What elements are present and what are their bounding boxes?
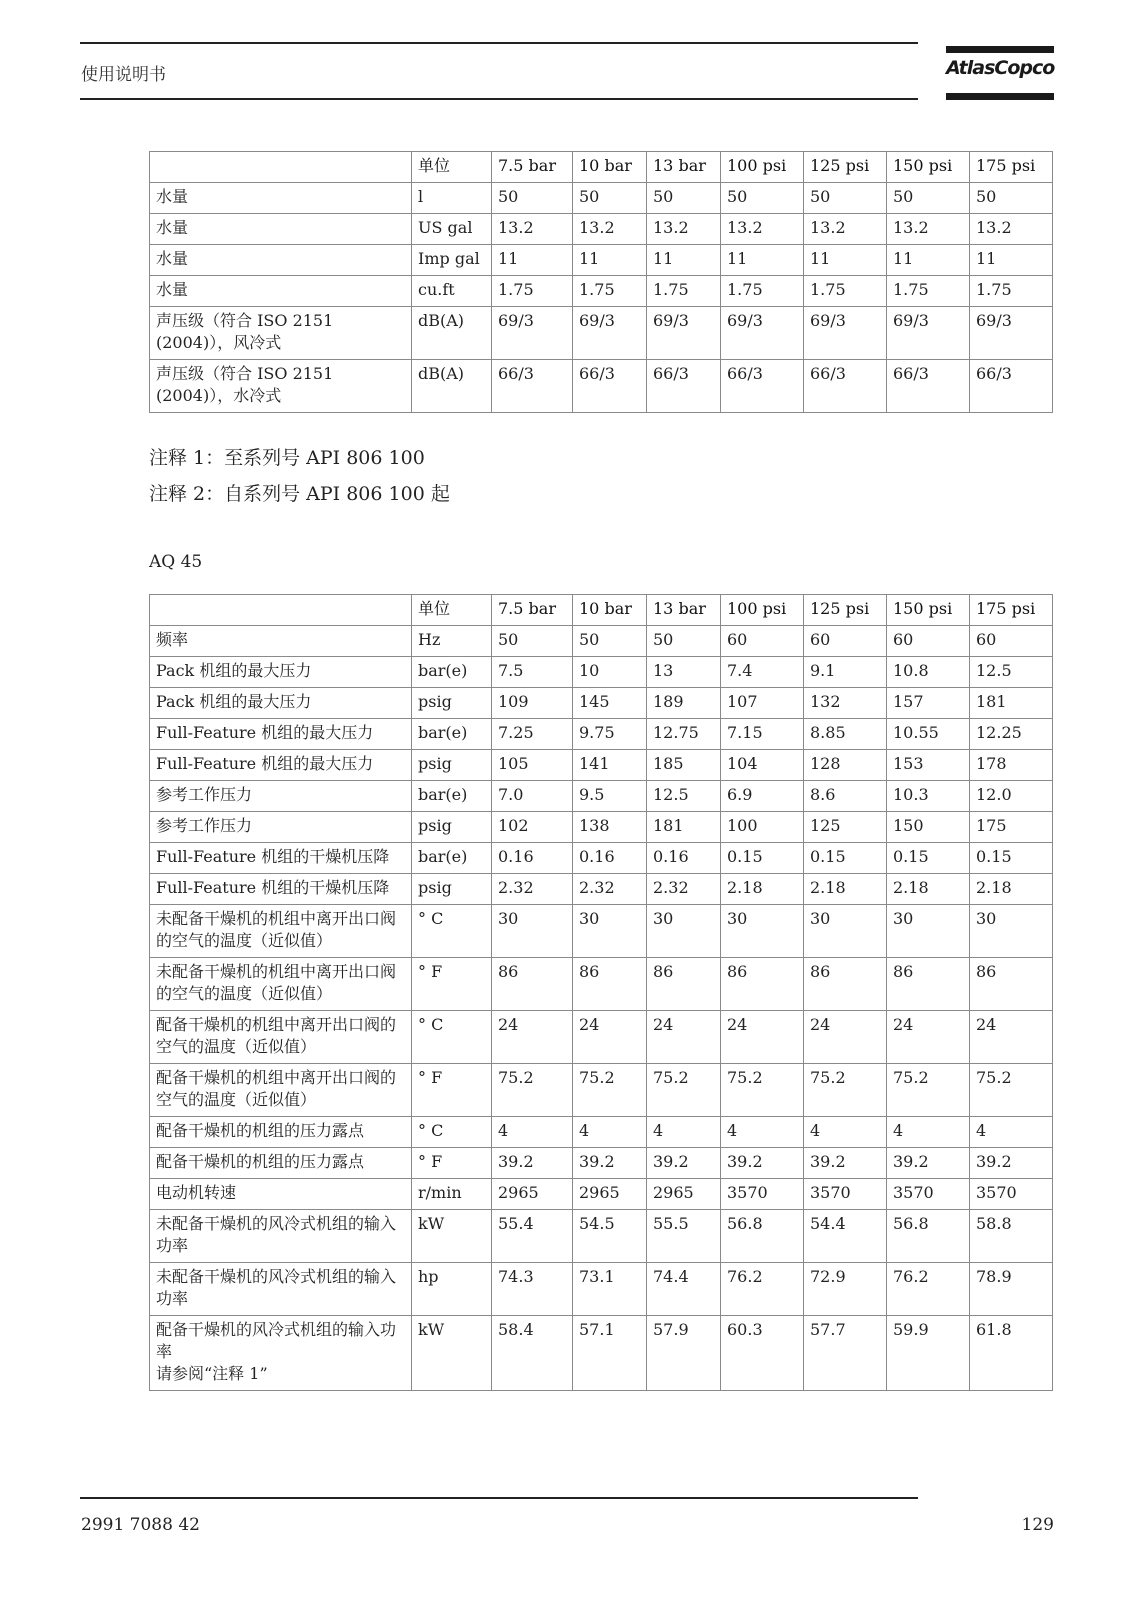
value-cell: 1.75 xyxy=(970,276,1053,307)
value-cell: 69/3 xyxy=(804,307,887,360)
value-cell: 13.2 xyxy=(804,214,887,245)
row-label-cell: 未配备干燥机的机组中离开出口阀的空气的温度（近似值） xyxy=(150,958,412,1011)
value-cell: 2.32 xyxy=(492,874,573,905)
value-cell: 104 xyxy=(721,750,804,781)
value-cell: 132 xyxy=(804,688,887,719)
table-row xyxy=(150,1263,1053,1316)
value-cell: 157 xyxy=(887,688,970,719)
value-cell: 50 xyxy=(721,183,804,214)
document-title: 使用说明书 xyxy=(81,65,166,85)
row-label-cell: 水量 xyxy=(150,214,412,245)
table-header-cell: 100 psi xyxy=(721,152,804,183)
value-cell: 24 xyxy=(647,1011,721,1064)
table-header-cell: 7.5 bar xyxy=(492,595,573,626)
row-label-cell: 声压级（符合 ISO 2151 (2004)），水冷式 xyxy=(150,360,412,413)
row-label-cell: 未配备干燥机的风冷式机组的输入功率 xyxy=(150,1263,412,1316)
row-label-cell: Full-Feature 机组的最大压力 xyxy=(150,719,412,750)
row-label-cell: 水量 xyxy=(150,183,412,214)
row-label-cell: Full-Feature 机组的干燥机压降 xyxy=(150,874,412,905)
table-header-cell: 175 psi xyxy=(970,152,1053,183)
value-cell: 10.8 xyxy=(887,657,970,688)
value-cell: 13.2 xyxy=(492,214,573,245)
table-row xyxy=(150,657,1053,688)
table-row xyxy=(150,1210,1053,1263)
value-cell: 138 xyxy=(573,812,647,843)
table-row xyxy=(150,1148,1053,1179)
unit-cell: bar(e) xyxy=(412,843,492,874)
value-cell: 75.2 xyxy=(492,1064,573,1117)
value-cell: 86 xyxy=(647,958,721,1011)
value-cell: 60 xyxy=(721,626,804,657)
value-cell: 100 xyxy=(721,812,804,843)
value-cell: 181 xyxy=(647,812,721,843)
value-cell: 50 xyxy=(492,183,573,214)
value-cell: 10.55 xyxy=(887,719,970,750)
value-cell: 56.8 xyxy=(721,1210,804,1263)
value-cell: 2.32 xyxy=(573,874,647,905)
value-cell: 24 xyxy=(804,1011,887,1064)
value-cell: 13.2 xyxy=(887,214,970,245)
value-cell: 50 xyxy=(492,626,573,657)
table-row xyxy=(150,1316,1053,1391)
water-noise-spec-table xyxy=(149,151,1053,413)
value-cell: 11 xyxy=(721,245,804,276)
value-cell: 12.5 xyxy=(647,781,721,812)
value-cell: 0.15 xyxy=(887,843,970,874)
value-cell: 66/3 xyxy=(804,360,887,413)
unit-cell: kW xyxy=(412,1210,492,1263)
row-label-cell: 配备干燥机的风冷式机组的输入功率 请参阅“注释 1” xyxy=(150,1316,412,1391)
value-cell: 7.4 xyxy=(721,657,804,688)
value-cell: 86 xyxy=(804,958,887,1011)
unit-cell: ° C xyxy=(412,905,492,958)
value-cell: 11 xyxy=(804,245,887,276)
value-cell: 24 xyxy=(492,1011,573,1064)
value-cell: 66/3 xyxy=(573,360,647,413)
row-label-cell: 配备干燥机的机组的压力露点 xyxy=(150,1117,412,1148)
header-rule-top xyxy=(80,42,918,44)
unit-cell: Hz xyxy=(412,626,492,657)
value-cell: 2965 xyxy=(647,1179,721,1210)
value-cell: 0.16 xyxy=(647,843,721,874)
value-cell: 1.75 xyxy=(647,276,721,307)
unit-cell: US gal xyxy=(412,214,492,245)
table-header-cell: 10 bar xyxy=(573,152,647,183)
value-cell: 8.85 xyxy=(804,719,887,750)
unit-cell: cu.ft xyxy=(412,276,492,307)
value-cell: 73.1 xyxy=(573,1263,647,1316)
table-row xyxy=(150,307,1053,360)
value-cell: 66/3 xyxy=(492,360,573,413)
aq45-spec-table xyxy=(149,594,1053,1391)
value-cell: 2965 xyxy=(492,1179,573,1210)
table-header-cell: 单位 xyxy=(412,152,492,183)
value-cell: 75.2 xyxy=(970,1064,1053,1117)
value-cell: 39.2 xyxy=(492,1148,573,1179)
value-cell: 128 xyxy=(804,750,887,781)
value-cell: 50 xyxy=(647,626,721,657)
value-cell: 30 xyxy=(970,905,1053,958)
table-row xyxy=(150,688,1053,719)
doc-number: 2991 7088 42 xyxy=(81,1515,200,1535)
value-cell: 50 xyxy=(887,183,970,214)
value-cell: 69/3 xyxy=(573,307,647,360)
value-cell: 60 xyxy=(887,626,970,657)
value-cell: 2.18 xyxy=(721,874,804,905)
row-label-cell: 电动机转速 xyxy=(150,1179,412,1210)
value-cell: 10 xyxy=(573,657,647,688)
value-cell: 2.18 xyxy=(887,874,970,905)
table-header-cell: 7.5 bar xyxy=(492,152,573,183)
table-row xyxy=(150,245,1053,276)
value-cell: 107 xyxy=(721,688,804,719)
table-header-cell xyxy=(150,595,412,626)
row-label-cell: 配备干燥机的机组中离开出口阀的空气的温度（近似值） xyxy=(150,1064,412,1117)
value-cell: 9.1 xyxy=(804,657,887,688)
header-rule-bottom xyxy=(80,98,918,100)
value-cell: 13.2 xyxy=(573,214,647,245)
table-header-cell: 13 bar xyxy=(647,595,721,626)
table-row xyxy=(150,214,1053,245)
value-cell: 69/3 xyxy=(492,307,573,360)
value-cell: 75.2 xyxy=(573,1064,647,1117)
value-cell: 11 xyxy=(647,245,721,276)
value-cell: 66/3 xyxy=(970,360,1053,413)
value-cell: 78.9 xyxy=(970,1263,1053,1316)
atlas-copco-logo xyxy=(946,46,1054,100)
table-header-cell: 150 psi xyxy=(887,595,970,626)
value-cell: 7.5 xyxy=(492,657,573,688)
value-cell: 58.4 xyxy=(492,1316,573,1391)
value-cell: 30 xyxy=(804,905,887,958)
table-row xyxy=(150,958,1053,1011)
unit-cell: hp xyxy=(412,1263,492,1316)
value-cell: 69/3 xyxy=(721,307,804,360)
row-label-cell: 频率 xyxy=(150,626,412,657)
value-cell: 50 xyxy=(647,183,721,214)
table-row xyxy=(150,626,1053,657)
unit-cell: kW xyxy=(412,1316,492,1391)
table-row xyxy=(150,812,1053,843)
value-cell: 11 xyxy=(970,245,1053,276)
value-cell: 66/3 xyxy=(721,360,804,413)
value-cell: 11 xyxy=(492,245,573,276)
value-cell: 59.9 xyxy=(887,1316,970,1391)
unit-cell: Imp gal xyxy=(412,245,492,276)
value-cell: 30 xyxy=(492,905,573,958)
table-row xyxy=(150,905,1053,958)
value-cell: 150 xyxy=(887,812,970,843)
value-cell: 57.1 xyxy=(573,1316,647,1391)
unit-cell: ° F xyxy=(412,1064,492,1117)
value-cell: 30 xyxy=(887,905,970,958)
value-cell: 2.18 xyxy=(970,874,1053,905)
unit-cell: psig xyxy=(412,688,492,719)
value-cell: 24 xyxy=(887,1011,970,1064)
value-cell: 12.75 xyxy=(647,719,721,750)
value-cell: 75.2 xyxy=(721,1064,804,1117)
value-cell: 86 xyxy=(573,958,647,1011)
value-cell: 10.3 xyxy=(887,781,970,812)
note-1: 注释 1：至系列号 API 806 100 xyxy=(149,447,425,469)
value-cell: 50 xyxy=(804,183,887,214)
value-cell: 75.2 xyxy=(647,1064,721,1117)
value-cell: 175 xyxy=(970,812,1053,843)
footer-rule xyxy=(80,1497,918,1499)
value-cell: 4 xyxy=(887,1117,970,1148)
table-header-row xyxy=(150,152,1053,183)
unit-cell: psig xyxy=(412,750,492,781)
value-cell: 7.25 xyxy=(492,719,573,750)
value-cell: 6.9 xyxy=(721,781,804,812)
value-cell: 24 xyxy=(721,1011,804,1064)
value-cell: 4 xyxy=(647,1117,721,1148)
value-cell: 76.2 xyxy=(887,1263,970,1316)
value-cell: 86 xyxy=(887,958,970,1011)
value-cell: 13.2 xyxy=(721,214,804,245)
table-header-cell: 100 psi xyxy=(721,595,804,626)
value-cell: 2965 xyxy=(573,1179,647,1210)
logo-bar-top xyxy=(946,46,1054,53)
value-cell: 4 xyxy=(721,1117,804,1148)
value-cell: 56.8 xyxy=(887,1210,970,1263)
value-cell: 0.15 xyxy=(970,843,1053,874)
unit-cell: ° F xyxy=(412,958,492,1011)
table-row xyxy=(150,360,1053,413)
value-cell: 54.5 xyxy=(573,1210,647,1263)
table-header-cell xyxy=(150,152,412,183)
value-cell: 4 xyxy=(492,1117,573,1148)
value-cell: 86 xyxy=(970,958,1053,1011)
row-label-cell: Full-Feature 机组的最大压力 xyxy=(150,750,412,781)
value-cell: 1.75 xyxy=(573,276,647,307)
value-cell: 2.32 xyxy=(647,874,721,905)
value-cell: 12.5 xyxy=(970,657,1053,688)
value-cell: 1.75 xyxy=(721,276,804,307)
table-header-cell: 10 bar xyxy=(573,595,647,626)
value-cell: 58.8 xyxy=(970,1210,1053,1263)
table-header-row xyxy=(150,595,1053,626)
row-label-cell: 配备干燥机的机组中离开出口阀的空气的温度（近似值） xyxy=(150,1011,412,1064)
unit-cell: ° C xyxy=(412,1117,492,1148)
value-cell: 4 xyxy=(804,1117,887,1148)
table-row xyxy=(150,1064,1053,1117)
value-cell: 105 xyxy=(492,750,573,781)
unit-cell: bar(e) xyxy=(412,781,492,812)
table-row xyxy=(150,1179,1053,1210)
value-cell: 141 xyxy=(573,750,647,781)
value-cell: 153 xyxy=(887,750,970,781)
unit-cell: psig xyxy=(412,812,492,843)
row-label-cell: 未配备干燥机的风冷式机组的输入功率 xyxy=(150,1210,412,1263)
value-cell: 69/3 xyxy=(887,307,970,360)
unit-cell: ° C xyxy=(412,1011,492,1064)
row-label-cell: Pack 机组的最大压力 xyxy=(150,688,412,719)
row-label-cell: 参考工作压力 xyxy=(150,812,412,843)
value-cell: 57.7 xyxy=(804,1316,887,1391)
value-cell: 189 xyxy=(647,688,721,719)
table-row xyxy=(150,719,1053,750)
value-cell: 24 xyxy=(970,1011,1053,1064)
value-cell: 69/3 xyxy=(647,307,721,360)
table-header-cell: 125 psi xyxy=(804,152,887,183)
value-cell: 0.16 xyxy=(573,843,647,874)
value-cell: 3570 xyxy=(970,1179,1053,1210)
value-cell: 0.15 xyxy=(804,843,887,874)
table-header-cell: 150 psi xyxy=(887,152,970,183)
value-cell: 24 xyxy=(573,1011,647,1064)
value-cell: 13.2 xyxy=(970,214,1053,245)
value-cell: 50 xyxy=(573,183,647,214)
unit-cell: psig xyxy=(412,874,492,905)
value-cell: 11 xyxy=(887,245,970,276)
value-cell: 60.3 xyxy=(721,1316,804,1391)
value-cell: 50 xyxy=(573,626,647,657)
value-cell: 86 xyxy=(492,958,573,1011)
value-cell: 86 xyxy=(721,958,804,1011)
row-label-cell: 水量 xyxy=(150,245,412,276)
value-cell: 102 xyxy=(492,812,573,843)
value-cell: 181 xyxy=(970,688,1053,719)
unit-cell: ° F xyxy=(412,1148,492,1179)
value-cell: 61.8 xyxy=(970,1316,1053,1391)
row-label-cell: 水量 xyxy=(150,276,412,307)
table-header-cell: 175 psi xyxy=(970,595,1053,626)
value-cell: 7.0 xyxy=(492,781,573,812)
value-cell: 12.25 xyxy=(970,719,1053,750)
value-cell: 39.2 xyxy=(887,1148,970,1179)
value-cell: 7.15 xyxy=(721,719,804,750)
value-cell: 13 xyxy=(647,657,721,688)
value-cell: 1.75 xyxy=(804,276,887,307)
value-cell: 30 xyxy=(647,905,721,958)
value-cell: 76.2 xyxy=(721,1263,804,1316)
value-cell: 30 xyxy=(721,905,804,958)
value-cell: 60 xyxy=(804,626,887,657)
unit-cell: dB(A) xyxy=(412,307,492,360)
value-cell: 30 xyxy=(573,905,647,958)
unit-cell: r/min xyxy=(412,1179,492,1210)
value-cell: 75.2 xyxy=(804,1064,887,1117)
value-cell: 39.2 xyxy=(647,1148,721,1179)
table-row xyxy=(150,843,1053,874)
value-cell: 39.2 xyxy=(970,1148,1053,1179)
value-cell: 145 xyxy=(573,688,647,719)
row-label-cell: Pack 机组的最大压力 xyxy=(150,657,412,688)
logo-text: AtlasCopco xyxy=(946,57,1055,79)
value-cell: 9.75 xyxy=(573,719,647,750)
row-label-cell: 配备干燥机的机组的压力露点 xyxy=(150,1148,412,1179)
table-row xyxy=(150,183,1053,214)
row-label-cell: 未配备干燥机的机组中离开出口阀的空气的温度（近似值） xyxy=(150,905,412,958)
unit-cell: dB(A) xyxy=(412,360,492,413)
row-label-cell: 参考工作压力 xyxy=(150,781,412,812)
value-cell: 1.75 xyxy=(887,276,970,307)
value-cell: 3570 xyxy=(804,1179,887,1210)
note-2: 注释 2：自系列号 API 806 100 起 xyxy=(149,483,450,505)
value-cell: 55.5 xyxy=(647,1210,721,1263)
unit-cell: bar(e) xyxy=(412,657,492,688)
value-cell: 57.9 xyxy=(647,1316,721,1391)
value-cell: 13.2 xyxy=(647,214,721,245)
row-label-cell: Full-Feature 机组的干燥机压降 xyxy=(150,843,412,874)
value-cell: 3570 xyxy=(721,1179,804,1210)
section-title: AQ 45 xyxy=(149,552,203,572)
value-cell: 75.2 xyxy=(887,1064,970,1117)
value-cell: 11 xyxy=(573,245,647,276)
value-cell: 0.16 xyxy=(492,843,573,874)
value-cell: 125 xyxy=(804,812,887,843)
value-cell: 74.4 xyxy=(647,1263,721,1316)
table-row xyxy=(150,781,1053,812)
value-cell: 39.2 xyxy=(721,1148,804,1179)
table-row xyxy=(150,750,1053,781)
table-row xyxy=(150,1011,1053,1064)
value-cell: 66/3 xyxy=(887,360,970,413)
unit-cell: bar(e) xyxy=(412,719,492,750)
value-cell: 50 xyxy=(970,183,1053,214)
table-header-cell: 125 psi xyxy=(804,595,887,626)
value-cell: 66/3 xyxy=(647,360,721,413)
table-row xyxy=(150,1117,1053,1148)
value-cell: 178 xyxy=(970,750,1053,781)
value-cell: 185 xyxy=(647,750,721,781)
value-cell: 60 xyxy=(970,626,1053,657)
row-label-cell: 声压级（符合 ISO 2151 (2004)），风冷式 xyxy=(150,307,412,360)
logo-bar-bottom xyxy=(946,93,1054,100)
value-cell: 3570 xyxy=(887,1179,970,1210)
value-cell: 9.5 xyxy=(573,781,647,812)
table-row xyxy=(150,276,1053,307)
value-cell: 39.2 xyxy=(804,1148,887,1179)
page-number: 129 xyxy=(1021,1515,1054,1535)
value-cell: 55.4 xyxy=(492,1210,573,1263)
value-cell: 8.6 xyxy=(804,781,887,812)
value-cell: 39.2 xyxy=(573,1148,647,1179)
value-cell: 109 xyxy=(492,688,573,719)
value-cell: 0.15 xyxy=(721,843,804,874)
table-row xyxy=(150,874,1053,905)
value-cell: 1.75 xyxy=(492,276,573,307)
value-cell: 72.9 xyxy=(804,1263,887,1316)
value-cell: 54.4 xyxy=(804,1210,887,1263)
table-header-cell: 13 bar xyxy=(647,152,721,183)
table-header-cell: 单位 xyxy=(412,595,492,626)
value-cell: 69/3 xyxy=(970,307,1053,360)
value-cell: 2.18 xyxy=(804,874,887,905)
value-cell: 4 xyxy=(573,1117,647,1148)
value-cell: 12.0 xyxy=(970,781,1053,812)
value-cell: 74.3 xyxy=(492,1263,573,1316)
unit-cell: l xyxy=(412,183,492,214)
value-cell: 4 xyxy=(970,1117,1053,1148)
